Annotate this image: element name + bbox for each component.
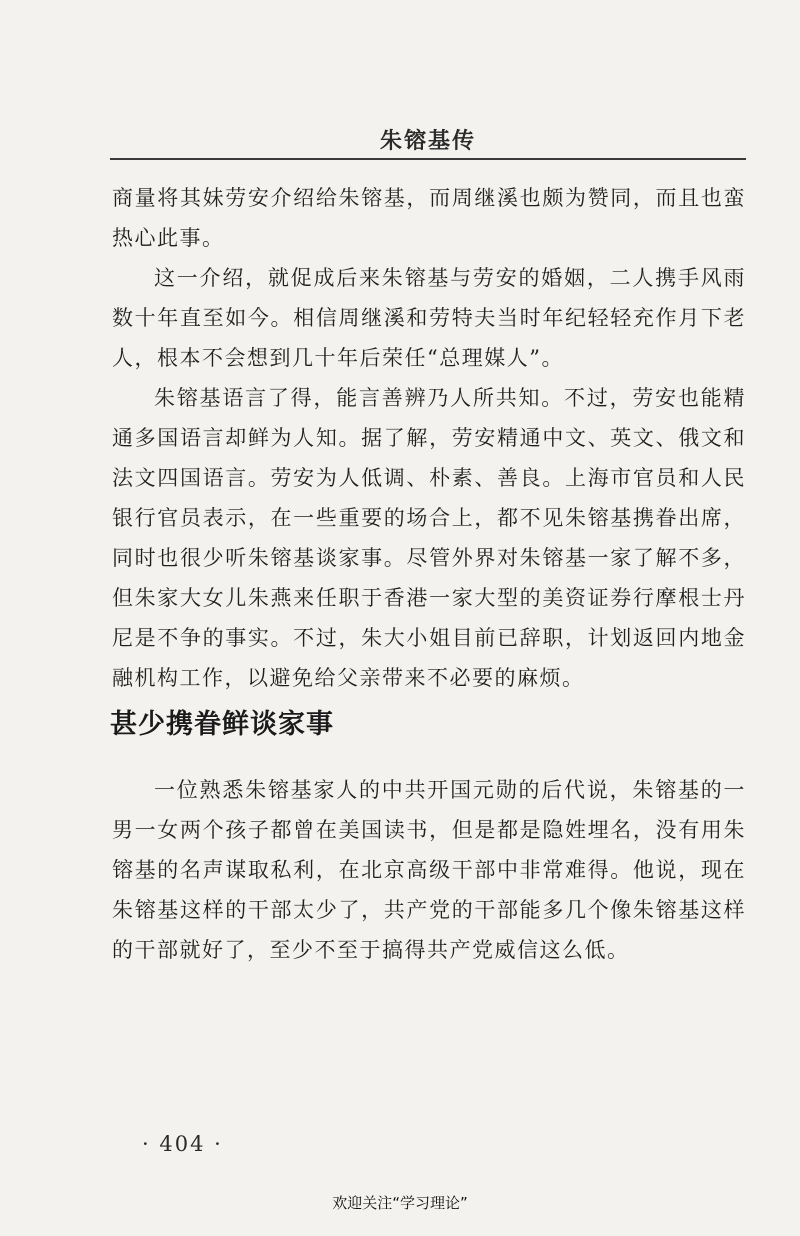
- section-body-text: [112, 770, 746, 970]
- footer-note: 欢迎关注“学习理论”: [332, 1194, 468, 1212]
- paragraph: 一位熟悉朱镕基家人的中共开国元勋的后代说，朱镕基的一男一女两个孩子都曾在美国读书，但是都是隐姓埋名，没有用朱镕基的名声谋取私利，在北京高级干部中非常难得。他说，现在朱镕基这样的干部太少了，共产党的干部能多几个像朱镕基这样的干部就好了，至少不至于搞得共产党威信这么低。: [112, 778, 746, 962]
- section-heading: 甚少携眷鲜谈家事: [110, 709, 334, 740]
- page-number: · 404 ·: [142, 1132, 223, 1156]
- header-rule: [110, 158, 746, 160]
- paragraph: 这一介绍，就促成后来朱镕基与劳安的婚姻，二人携手风雨数十年直至如今。相信周继溪和劳特夫当时年纪轻轻充作月下老人，根本不会想到几十年后荣任“总理媒人”。: [112, 266, 746, 370]
- body-text: [112, 178, 746, 698]
- running-head: 朱镕基传: [379, 128, 476, 154]
- paragraph: 朱镕基语言了得，能言善辨乃人所共知。不过，劳安也能精通多国语言却鲜为人知。据了解，劳安精通中文、英文、俄文和法文四国语言。劳安为人低调、朴素、善良。上海市官员和人民银行官员表示，在一些重要的场合上，都不见朱镕基携眷出席，同时也很少听朱镕基谈家事。尽管外界对朱镕基一家了解不多，但朱家大女儿朱燕来任职于香港一家大型的美资证券行摩根士丹尼是不争的事实。不过，朱大小姐目前已辞职，计划返回内地金融机构工作，以避免给父亲带来不必要的麻烦。: [112, 386, 746, 690]
- paragraph: 商量将其妹劳安介绍给朱镕基，而周继溪也颇为赞同，而且也蛮热心此事。: [112, 186, 746, 250]
